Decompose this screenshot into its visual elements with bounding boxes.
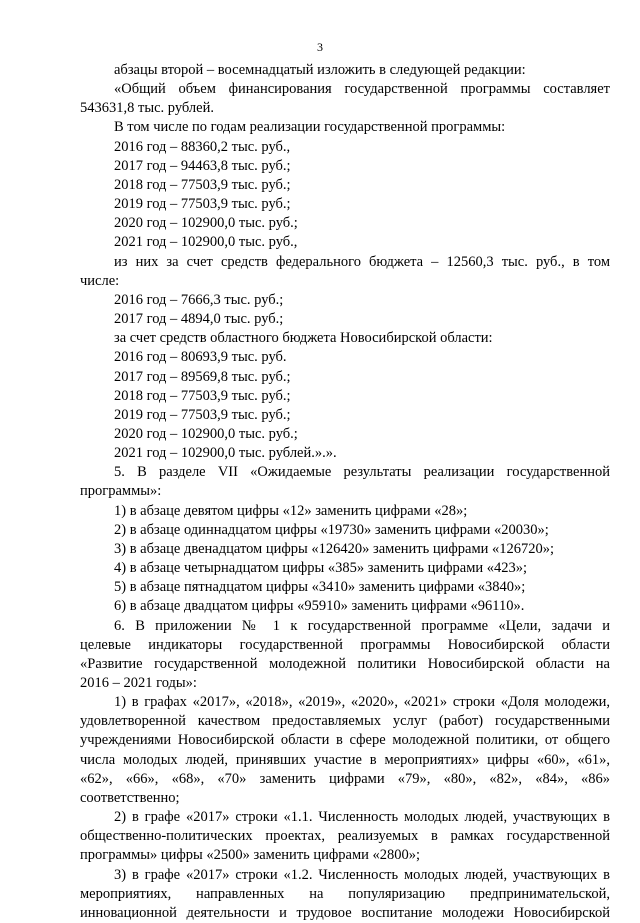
text-line: 3) в графе «2017» строки «1.2. Численность молодых людей, участвующих в — [114, 866, 610, 883]
text-line: из них за счет средств федерального бюджета – 12560,3 тыс. руб., в том — [114, 253, 610, 270]
text-line: 1) в графах «2017», «2018», «2019», «2020», «2021» строки «Доля молодежи, — [114, 694, 610, 711]
text-line: 2020 год – 102900,0 тыс. руб.; — [114, 215, 298, 232]
text-line: «Развитие государственной молодежной политики Новосибирской области на — [80, 655, 610, 672]
text-line: 2017 год – 4894,0 тыс. руб.; — [114, 311, 284, 328]
text-line: «62», «66», «68», «70» заменить цифрами «79», «80», «82», «84», «86» — [80, 770, 610, 787]
text-line: 4) в абзаце четырнадцатом цифры «385» заменить цифрами «423»; — [114, 560, 528, 577]
text-line: программы» цифры «2500» заменить цифрами «2800»; — [80, 847, 421, 864]
text-line: «Общий объем финансирования государственной программы составляет — [114, 81, 610, 98]
text-line: общественно-политических проектах, реализуемых в рамках государственной — [80, 828, 610, 845]
text-line: В том числе по годам реализации государственной программы: — [114, 119, 506, 136]
text-line: за счет средств областного бюджета Новосибирской области: — [114, 330, 493, 347]
page-number: 3 — [317, 40, 323, 54]
text-line: 2018 год – 77503,9 тыс. руб.; — [114, 387, 291, 404]
text-line: 2018 год – 77503,9 тыс. руб.; — [114, 176, 291, 193]
text-line: 2021 год – 102900,0 тыс. рублей.».». — [114, 445, 337, 462]
text-line: 5. В разделе VII «Ожидаемые результаты реализации государственной — [114, 464, 610, 481]
text-line: 2) в графе «2017» строки «1.1. Численность молодых людей, участвующих в — [114, 809, 610, 826]
text-line: учреждениями Новосибирской области в сфере молодежной политики, от общего — [80, 732, 610, 749]
text-line: числе: — [80, 272, 120, 289]
text-line: 2016 – 2021 годы»: — [80, 675, 197, 691]
text-line: 2) в абзаце одиннадцатом цифры «19730» заменить цифрами «20030»; — [114, 521, 549, 538]
text-line: мероприятиях, направленных на популяризацию предпринимательской, — [80, 885, 610, 902]
document-body — [80, 61, 610, 923]
text-line: 2021 год – 102900,0 тыс. руб., — [114, 234, 298, 251]
text-line: целевые индикаторы государственной программы Новосибирской области — [80, 636, 610, 653]
text-line: 1) в абзаце девятом цифры «12» заменить цифрами «28»; — [114, 502, 468, 519]
text-line: 2017 год – 89569,8 тыс. руб.; — [114, 368, 291, 385]
text-line: 2016 год – 88360,2 тыс. руб., — [114, 138, 291, 155]
text-line: 6) в абзаце двадцатом цифры «95910» заменить цифрами «96110». — [114, 598, 525, 615]
text-line: инновационной деятельности и трудовое воспитание молодежи Новосибирской — [80, 904, 610, 921]
text-line: 2020 год – 102900,0 тыс. руб.; — [114, 425, 298, 442]
text-line: 543631,8 тыс. рублей. — [80, 100, 214, 117]
text-line: числа молодых людей, принявших участие в мероприятиях» цифры «60», «61», — [80, 751, 610, 768]
text-line: 6. В приложении № 1 к государственной программе «Цели, задачи и — [114, 617, 610, 634]
text-line: 2016 год – 80693,9 тыс. руб. — [114, 349, 287, 366]
text-line: абзацы второй – восемнадцатый изложить в следующей редакции: — [114, 62, 526, 78]
text-line: 2019 год – 77503,9 тыс. руб.; — [114, 406, 291, 423]
text-line: 2017 год – 94463,8 тыс. руб.; — [114, 157, 291, 174]
text-line: программы»: — [80, 483, 162, 500]
text-line: 5) в абзаце пятнадцатом цифры «3410» заменить цифрами «3840»; — [114, 579, 526, 596]
text-line: 3) в абзаце двенадцатом цифры «126420» заменить цифрами «126720»; — [114, 540, 555, 557]
text-line: удовлетворенной качеством предоставляемых услуг (работ) государственными — [80, 713, 610, 730]
text-line: 2016 год – 7666,3 тыс. руб.; — [114, 291, 284, 308]
text-line: 2019 год – 77503,9 тыс. руб.; — [114, 196, 291, 213]
text-line: соответственно; — [80, 789, 180, 806]
